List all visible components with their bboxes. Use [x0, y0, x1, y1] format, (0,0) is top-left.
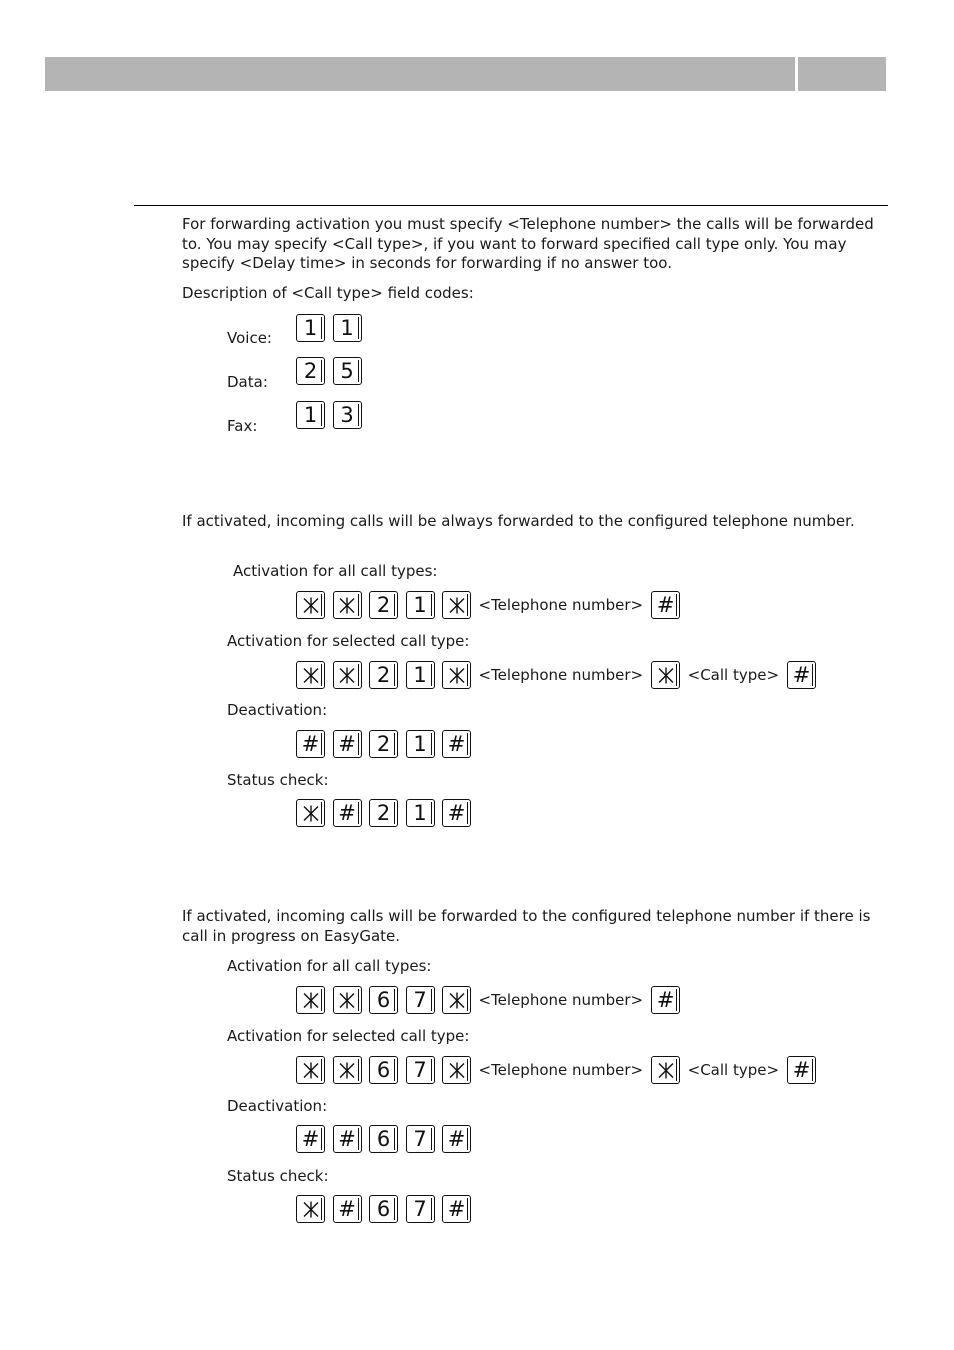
key-6: 6: [369, 986, 398, 1014]
key-star: [442, 986, 471, 1014]
always-status-label: Status check:: [227, 771, 329, 789]
key-star: [442, 1056, 471, 1084]
telephone-number-placeholder: <Telephone number>: [478, 666, 644, 684]
header-page-tab: [798, 57, 886, 91]
always-status-sequence: [296, 798, 479, 828]
busy-activation-selected-sequence: [296, 1055, 824, 1085]
key-2: 2: [296, 357, 325, 385]
key-hash: #: [333, 799, 362, 827]
key-hash: #: [442, 799, 471, 827]
busy-status-label: Status check:: [227, 1167, 329, 1185]
key-star: [296, 1195, 325, 1223]
telephone-number-placeholder: <Telephone number>: [478, 1061, 644, 1079]
always-activation-selected-label: Activation for selected call type:: [227, 632, 470, 650]
key-7: 7: [406, 986, 435, 1014]
key-1: 1: [406, 799, 435, 827]
key-hash: #: [651, 591, 680, 619]
section-rule: [134, 205, 888, 206]
key-7: 7: [406, 1125, 435, 1153]
call-type-placeholder: <Call type>: [687, 1061, 780, 1079]
key-star: [333, 661, 362, 689]
call-type-data-keys: [296, 356, 369, 386]
call-type-placeholder: <Call type>: [687, 666, 780, 684]
key-hash: #: [442, 1125, 471, 1153]
key-hash: #: [333, 1125, 362, 1153]
key-star: [442, 591, 471, 619]
key-7: 7: [406, 1195, 435, 1223]
key-hash: #: [787, 1056, 816, 1084]
key-star: [651, 1056, 680, 1084]
key-2: 2: [369, 591, 398, 619]
key-hash: #: [333, 1195, 362, 1223]
key-1: 1: [406, 591, 435, 619]
key-2: 2: [369, 730, 398, 758]
key-6: 6: [369, 1195, 398, 1223]
busy-activation-selected-label: Activation for selected call type:: [227, 1027, 470, 1045]
always-forward-paragraph: If activated, incoming calls will be always forwarded to the configured telephone number.: [182, 512, 855, 530]
intro-paragraph: For forwarding activation you must specify <Telephone number> the calls will be forwarded to. You may specify <Call type>, if you want to forward specified call type only. You may specify <Delay time> in seconds for forwarding if no answer too.: [182, 215, 874, 272]
call-type-data-label: Data:: [227, 373, 268, 391]
call-type-description: Description of <Call type> field codes:: [182, 284, 474, 302]
key-star: [442, 661, 471, 689]
key-1: 1: [333, 314, 362, 342]
key-star: [333, 591, 362, 619]
busy-deactivation-label: Deactivation:: [227, 1097, 328, 1115]
key-star: [296, 591, 325, 619]
key-2: 2: [369, 661, 398, 689]
key-star: [296, 661, 325, 689]
key-3: 3: [333, 401, 362, 429]
key-1: 1: [406, 661, 435, 689]
busy-activation-all-sequence: [296, 985, 688, 1015]
key-hash: #: [787, 661, 816, 689]
key-star: [651, 661, 680, 689]
key-hash: #: [296, 1125, 325, 1153]
key-1: 1: [406, 730, 435, 758]
key-2: 2: [369, 799, 398, 827]
busy-status-sequence: [296, 1194, 479, 1224]
key-7: 7: [406, 1056, 435, 1084]
telephone-number-placeholder: <Telephone number>: [478, 596, 644, 614]
key-hash: #: [442, 1195, 471, 1223]
key-hash: #: [651, 986, 680, 1014]
call-type-voice-keys: [296, 313, 369, 343]
header-bar: [45, 57, 795, 91]
key-5: 5: [333, 357, 362, 385]
key-star: [296, 1056, 325, 1084]
always-deactivation-sequence: [296, 729, 479, 759]
key-6: 6: [369, 1056, 398, 1084]
key-1: 1: [296, 314, 325, 342]
key-hash: #: [442, 730, 471, 758]
always-activation-all-label: Activation for all call types:: [233, 562, 438, 580]
always-deactivation-label: Deactivation:: [227, 701, 328, 719]
key-hash: #: [333, 730, 362, 758]
key-1: 1: [296, 401, 325, 429]
busy-deactivation-sequence: [296, 1124, 479, 1154]
busy-forward-paragraph: If activated, incoming calls will be forwarded to the configured telephone number if there is call in progress on EasyGate.: [182, 907, 871, 945]
call-type-fax-keys: [296, 400, 369, 430]
always-activation-all-sequence: [296, 590, 688, 620]
key-hash: #: [296, 730, 325, 758]
busy-activation-all-label: Activation for all call types:: [227, 957, 432, 975]
key-star: [333, 1056, 362, 1084]
always-activation-selected-sequence: [296, 660, 824, 690]
key-star: [333, 986, 362, 1014]
call-type-voice-label: Voice:: [227, 329, 272, 347]
key-star: [296, 986, 325, 1014]
call-type-fax-label: Fax:: [227, 417, 258, 435]
telephone-number-placeholder: <Telephone number>: [478, 991, 644, 1009]
key-star: [296, 799, 325, 827]
key-6: 6: [369, 1125, 398, 1153]
